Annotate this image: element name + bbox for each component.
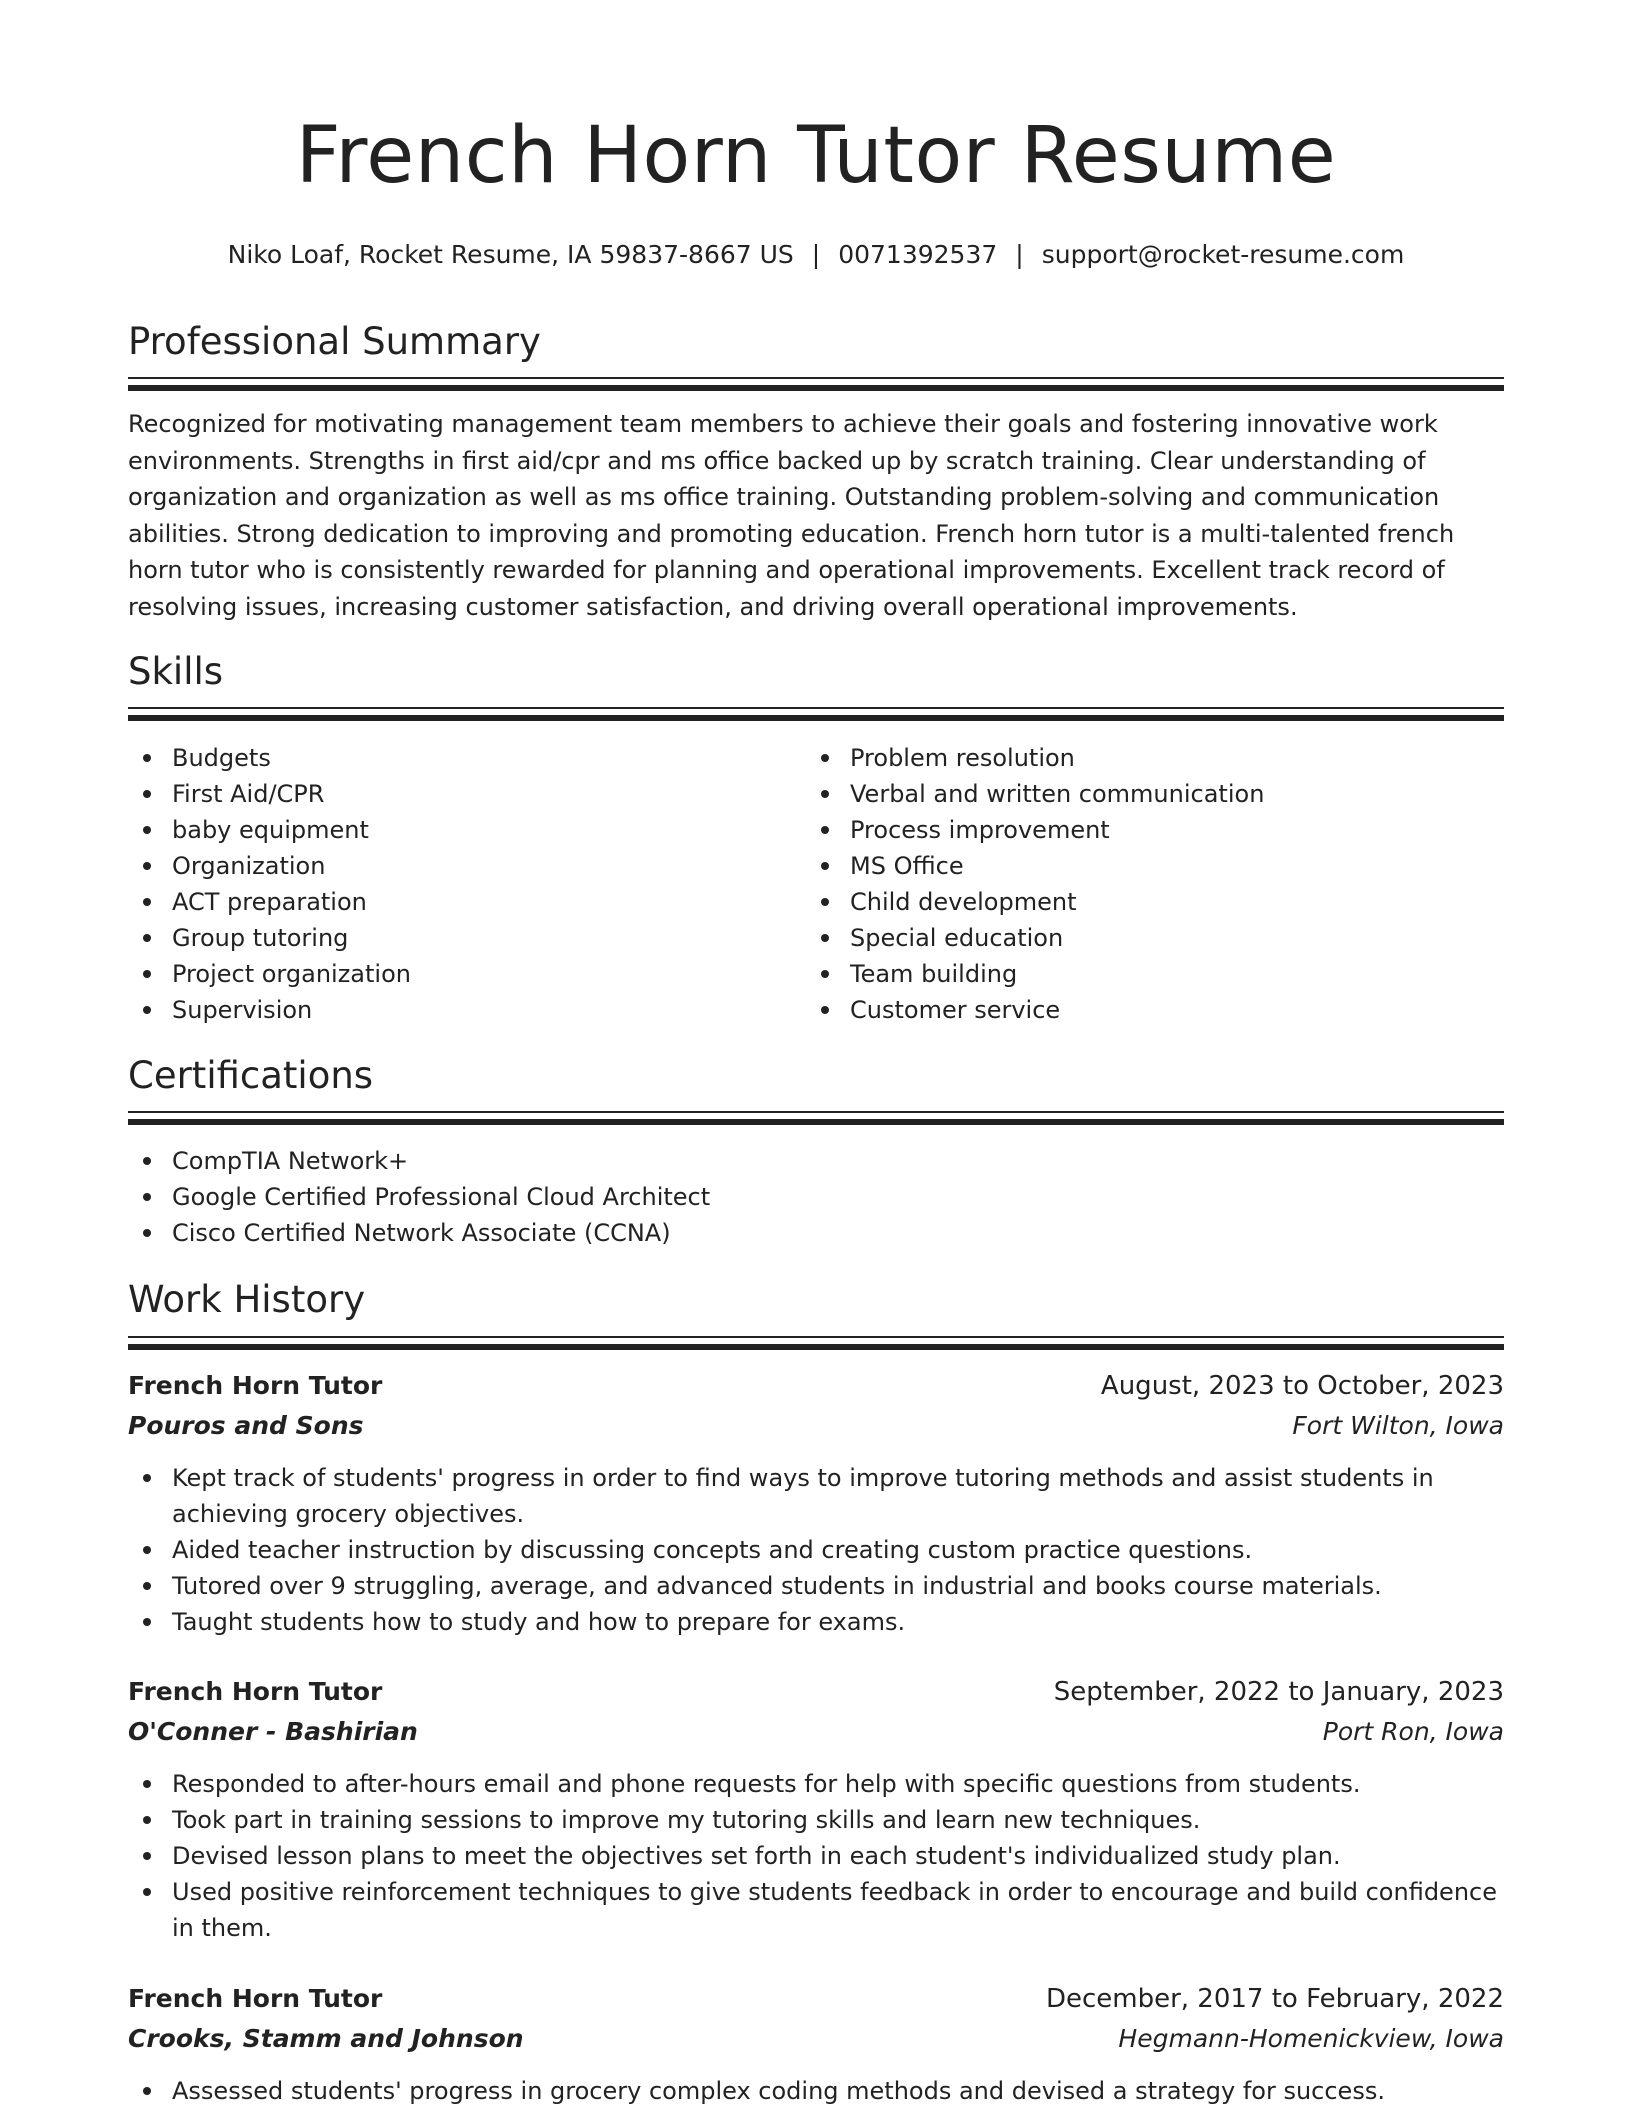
list-item: Customer service xyxy=(806,992,1466,1028)
list-item: Verbal and written communication xyxy=(806,776,1466,812)
section-heading-work-history: Work History xyxy=(128,1278,366,1321)
certifications-list-wrap xyxy=(128,1143,1504,1251)
list-item: Group tutoring xyxy=(128,920,788,956)
list-item: Assessed students' progress in grocery complex coding methods and devised a strategy for success. xyxy=(128,2073,1504,2109)
job-header-row xyxy=(128,1368,1504,1408)
job-company: O'Conner - Bashirian xyxy=(128,1717,418,1746)
job-location: Hegmann-Homenickview, Iowa xyxy=(1118,2024,1504,2053)
list-item: First Aid/CPR xyxy=(128,776,788,812)
list-item: Special education xyxy=(806,920,1466,956)
list-item: Kept track of students' progress in order to find ways to improve tutoring methods and assist students in achieving grocery objectives. xyxy=(128,1460,1504,1532)
list-item: Aided teacher instruction by discussing concepts and creating custom practice questions. xyxy=(128,1532,1504,1568)
list-item: Supervision xyxy=(128,992,788,1028)
list-item: Problem resolution xyxy=(806,740,1466,776)
summary-text: Recognized for motivating management team members to achieve their goals and fostering innovative work environments. Strengths in first aid/cpr and ms office backed up by scratch training. Clear understanding of organization and organization as well as ms office training. Outstanding problem-solving and communication abilities. Strong dedication to improving and promoting education. French horn tutor is a multi-talented french horn tutor who is consistently rewarded for planning and operational improvements. Excellent track record of resolving issues, increasing customer satisfaction, and driving overall operational improvements. xyxy=(128,410,1455,621)
job-location: Port Ron, Iowa xyxy=(1322,1717,1504,1746)
list-item: Google Certified Professional Cloud Architect xyxy=(128,1179,1504,1215)
list-item: Organization xyxy=(128,848,788,884)
list-item: Process improvement xyxy=(806,812,1466,848)
contact-separator: | xyxy=(1015,240,1024,269)
job-title: French Horn Tutor xyxy=(128,1371,383,1400)
job-header-row xyxy=(128,1981,1504,2021)
skills-list xyxy=(128,740,788,1028)
list-item: Team building xyxy=(806,956,1466,992)
job-bullets xyxy=(128,2073,1504,2109)
job-entry xyxy=(128,1368,1504,1640)
job-title: French Horn Tutor xyxy=(128,1677,383,1706)
contact-phone: 0071392537 xyxy=(838,240,998,269)
job-dates: December, 2017 to February, 2022 xyxy=(1045,1984,1504,2014)
list-item: Child development xyxy=(806,884,1466,920)
job-bullets xyxy=(128,1766,1504,1946)
job-company: Pouros and Sons xyxy=(128,1411,364,1440)
skills-list xyxy=(806,740,1466,1028)
list-item: Cisco Certified Network Associate (CCNA) xyxy=(128,1215,1504,1251)
section-divider xyxy=(128,1111,1504,1125)
section-heading-certifications: Certifications xyxy=(128,1054,374,1097)
job-dates: September, 2022 to January, 2023 xyxy=(1053,1677,1504,1707)
job-location: Fort Wilton, Iowa xyxy=(1292,1411,1504,1440)
job-entry xyxy=(128,1674,1504,1946)
section-divider xyxy=(128,707,1504,721)
contact-email[interactable]: support@rocket-resume.com xyxy=(1041,240,1405,269)
job-company-row xyxy=(128,1408,1504,1448)
resume-title: French Horn Tutor Resume xyxy=(295,111,1337,201)
job-company-row xyxy=(128,2021,1504,2061)
list-item: Budgets xyxy=(128,740,788,776)
job-entry xyxy=(128,1981,1504,2109)
job-dates: August, 2023 to October, 2023 xyxy=(1100,1371,1504,1401)
section-divider xyxy=(128,377,1504,391)
list-item: CompTIA Network+ xyxy=(128,1143,1504,1179)
section-divider xyxy=(128,1336,1504,1350)
job-title: French Horn Tutor xyxy=(128,1984,383,2013)
list-item: Project organization xyxy=(128,956,788,992)
job-header-row xyxy=(128,1674,1504,1714)
job-bullets xyxy=(128,1460,1504,1640)
list-item: MS Office xyxy=(806,848,1466,884)
contact-line xyxy=(128,239,1504,272)
list-item: Responded to after-hours email and phone requests for help with specific questions from students. xyxy=(128,1766,1504,1802)
list-item: baby equipment xyxy=(128,812,788,848)
list-item: Taught students how to study and how to prepare for exams. xyxy=(128,1604,1504,1640)
list-item: Took part in training sessions to improve my tutoring skills and learn new techniques. xyxy=(128,1802,1504,1838)
certifications-list xyxy=(128,1143,1504,1251)
section-heading-summary: Professional Summary xyxy=(128,320,541,363)
job-company-row xyxy=(128,1714,1504,1754)
list-item: Used positive reinforcement techniques to give students feedback in order to encourage and build confidence in them. xyxy=(128,1874,1504,1946)
contact-separator: | xyxy=(811,240,821,269)
list-item: Tutored over 9 struggling, average, and advanced students in industrial and books course materials. xyxy=(128,1568,1504,1604)
skills-column-right xyxy=(806,740,1466,1028)
contact-address: Niko Loaf, Rocket Resume, IA 59837-8667 US xyxy=(227,240,794,269)
job-company: Crooks, Stamm and Johnson xyxy=(128,2024,524,2053)
section-heading-skills: Skills xyxy=(128,650,224,693)
list-item: Devised lesson plans to meet the objectives set forth in each student's individualized study plan. xyxy=(128,1838,1504,1874)
skills-column-left xyxy=(128,740,788,1028)
list-item: ACT preparation xyxy=(128,884,788,920)
